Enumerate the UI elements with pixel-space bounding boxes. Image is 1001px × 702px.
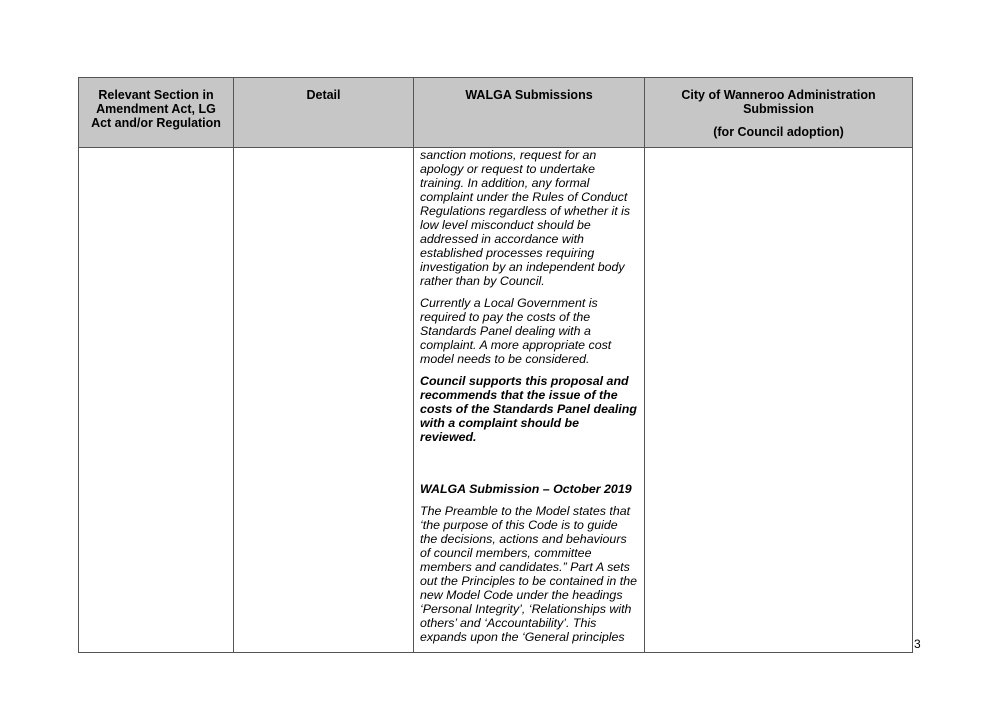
table-row: [79, 148, 913, 653]
header-relevant-section: Relevant Section in Amendment Act, LG Act and/or Regulation: [79, 78, 234, 148]
cell-walga-submissions: [414, 148, 645, 653]
table-header-row: [79, 78, 913, 148]
submission-table: [78, 77, 913, 653]
header-city-subtitle: (for Council adoption): [713, 125, 844, 139]
walga-submission-heading: WALGA Submission – October 2019: [420, 482, 632, 496]
header-detail: Detail: [234, 78, 414, 148]
header-city-submission: [645, 78, 913, 148]
walga-paragraph-1: sanction motions, request for an apology or request to undertake training. In addition, any formal complaint under the Rules of Conduct Regulations regardless of whether it is low level misconduct should be addressed in accordance with established processes requiring investigation by an independent body rather than by Council.: [420, 148, 631, 288]
page-number: 3: [914, 637, 921, 651]
header-city-title: City of Wanneroo Administration Submission: [681, 88, 876, 116]
walga-paragraph-4: The Preamble to the Model states that ‘the purpose of this Code is to guide the decisions, actions and behaviours of council members, committee members and candidates.” Part A sets out the Principles to be contained in the new Model Code under the headings ‘Personal Integrity’, ‘Relationships with others’ and ‘Accountability’. This expands upon the ‘General principles: [420, 504, 637, 644]
cell-city-submission: [645, 148, 913, 653]
cell-detail: [234, 148, 414, 653]
cell-relevant-section: [79, 148, 234, 653]
header-walga-submissions: WALGA Submissions: [414, 78, 645, 148]
walga-paragraph-3-bold: Council supports this proposal and recommends that the issue of the costs of the Standards Panel dealing with a complaint should be reviewed.: [420, 374, 637, 444]
walga-paragraph-2: Currently a Local Government is required to pay the costs of the Standards Panel dealing with a complaint. A more appropriate cost model needs to be considered.: [420, 296, 612, 366]
